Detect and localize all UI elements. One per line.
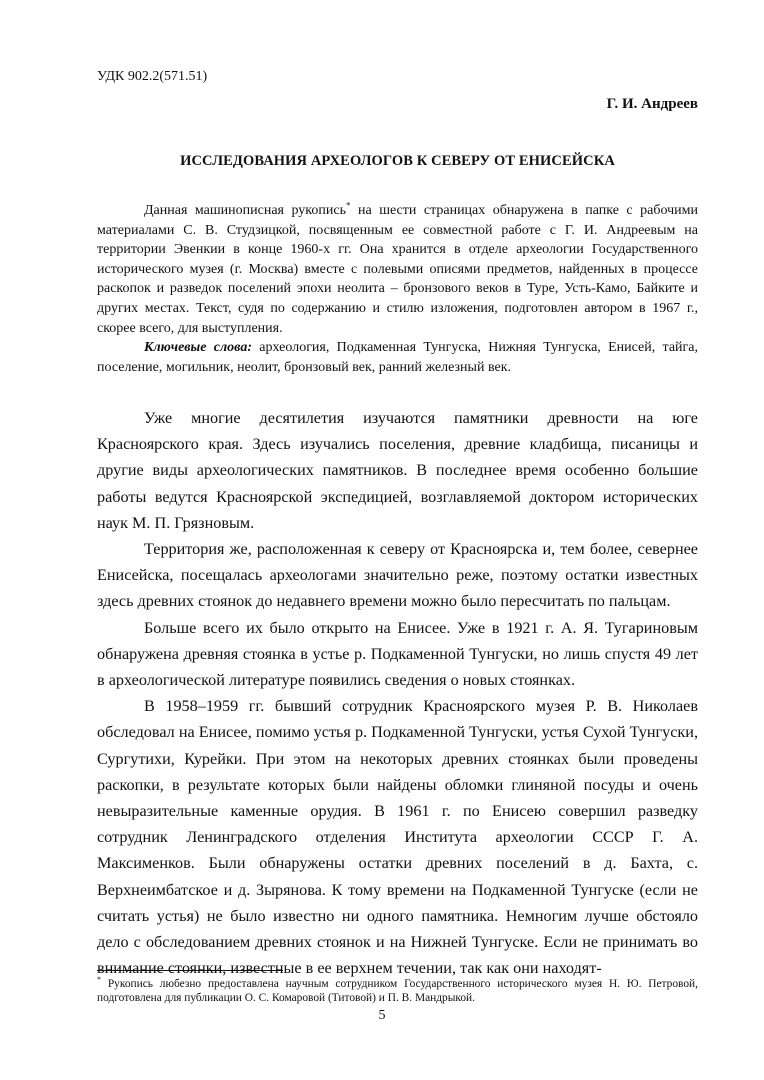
footnote <box>97 977 698 1005</box>
footnote-mark: * <box>97 975 101 985</box>
paragraph: В 1958–1959 гг. бывший сотрудник Красноярского музея Р. В. Николаев обследовал на Енисее, помимо устья р. Подкаменной Тунгуски, устья Сухой Тунгуски, Сургутихи, Курейки. При этом на некоторых древних стоянках были проведены раскопки, в результате которых были найдены обломки глиняной посуды и очень невыразительные каменные орудия. В 1961 г. по Енисею совершил разведку сотрудник Ленинградского отделения Института археологии СССР Г. А. Максименков. Были обнаружены остатки древних поселений в д. Бахта, с. Верхнеимбатское и д. Зырянова. К тому времени на Подкаменной Тунгуске (если не считать устья) не было известно ни одного памятника. Немногим лучше обстояло дело с обследованием древних стоянок и на Нижней Тунгуске. Если не принимать во внимание стоянки, известные в ее верхнем течении, так как они находят- <box>97 697 698 978</box>
abstract-text-start: Данная машинописная рукопись <box>144 203 346 218</box>
keywords <box>97 338 698 377</box>
footnote-divider <box>97 970 283 971</box>
page-number: 5 <box>378 1008 386 1023</box>
keywords-label: Ключевые слова: <box>144 340 252 356</box>
abstract <box>97 201 698 377</box>
body-text <box>97 405 698 981</box>
article-title: ИССЛЕДОВАНИЯ АРХЕОЛОГОВ К СЕВЕРУ ОТ ЕНИСЕЙСКА <box>180 153 615 169</box>
paragraph: Территория же, расположенная к северу от Красноярска и, тем более, севернее Енисейска, посещалась археологами значительно реже, поэтому остатки известных здесь древних стоянок до недавнего времени можно было пересчитать по пальцам. <box>97 540 698 611</box>
paragraph: Больше всего их было открыто на Енисее. Уже в 1921 г. А. Я. Тугариновым обнаружена древняя стоянка в устье р. Подкаменной Тунгуски, но лишь спустя 49 лет в археологической литературе появились сведения о новых стоянках. <box>97 618 698 690</box>
keywords-list: археология, Подкаменная Тунгуска, Нижняя Тунгуска, Енисей, тайга, поселение, могильник, неолит, бронзовый век, ранний железный век. <box>97 340 698 375</box>
author-name: Г. И. Андреев <box>606 96 698 112</box>
udk-code: УДК 902.2(571.51) <box>97 69 208 84</box>
paragraph: Уже многие десятилетия изучаются памятники древности на юге Красноярского края. Здесь изучались поселения, древние кладбища, писаницы и другие виды археологических памятников. В последнее время особенно большие работы ведутся Красноярской экспедицией, возглавляемой доктором исторических наук М. П. Грязновым. <box>97 409 698 532</box>
footnote-text: Рукопись любезно предоставлена научным сотрудником Государственного исторического музея Н. Ю. Петровой, подготовлена для публикации О. С. Комаровой (Титовой) и П. В. Мандрыкой. <box>97 978 698 1004</box>
footnote-reference[interactable]: * <box>345 200 351 211</box>
abstract-text <box>97 201 698 338</box>
abstract-text-rest: на шести страницах обнаружена в папке с рабочими материалами С. В. Студзицкой, посвященным ее совместной работе с Г. И. Андреевым на территории Эвенкии в конце 1960-х гг. Она хранится в отделе археологии Государственного исторического музея (г. Москва) вместе с полевыми описями предметов, найденных в процессе раскопок и разведок поселений эпохи неолита – бронзового веков в Туре, Усть-Камо, Байките и других местах. Текст, судя по содержанию и стилю изложения, подготовлен автором в 1967 г., скорее всего, для выступления. <box>97 203 698 336</box>
